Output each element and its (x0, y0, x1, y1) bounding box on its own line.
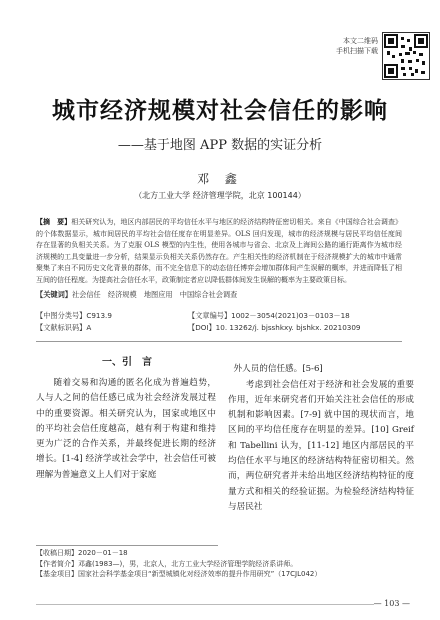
body-column-right (228, 347, 414, 515)
body-left-text: 随着交易和沟通的匿名化成为普遍趋势，人与人之间的信任感已成为社会经济发展过程中的重要资源。相关研究认为，国家或地区中的平均社会信任度越高，越有利于构建和维持更为广泛的合作关系，并最终促进长期的经济增长。[1-4] 经济学或社会学中，社会信任可被理解为普遍意义上人们对于家庭 (36, 378, 216, 480)
keywords-text: 社会信任 经济规模 地图应用 中国综合社会调查 (71, 289, 238, 299)
qr-caption-line1: 本文二维码 (343, 37, 378, 45)
meta-row-2 (36, 322, 406, 334)
abstract-text: 相关研究认为，地区内部居民的平均信任水平与地区的经济结构特征密切相关。来自《中国综合社会调查》的个体数据显示，城市间居民的平均社会信任度存在明显差异。OLS 回归发现，城市的经济规模与居民平均信任度间存在显著的负相关关系。为了克服 OLS 模型的内生性，使用各城市与省会、北京及上海间公路的通行距离作为城市经济规模的工具变量进一步分析，结果显示负相关关系仍然存在。产生相关性的经济机制在于经济规模扩大的城市中通常聚集了来自不同历史文化背景的群体，而不完全信息下的动态信任博弈会增加群体间产生误解的概率，并进而降低了相互间的信任程度。为提高社会信任水平，政策制定者应以降低群体间发生误解的概率为主要政策目标。 (36, 218, 403, 284)
meta-divider (36, 341, 402, 342)
body-column-left (36, 376, 216, 483)
keywords (36, 289, 402, 300)
article-meta (36, 310, 406, 334)
qr-caption-line2: 手机扫描下载 (336, 47, 378, 55)
doi: 【DOI】10. 13262/j. bjsshkxy. bjshkx. 20210309 (188, 323, 361, 332)
paper-subtitle: ——基于地图 APP 数据的实证分析 (117, 138, 323, 153)
meta-row-1 (36, 310, 406, 322)
author-name: 邓 鑫 (197, 172, 243, 186)
paper-title: 城市经济规模对社会信任的影响 (52, 98, 388, 124)
article-number: 【文章编号】1002－3054(2021)03－0103－18 (188, 311, 350, 320)
author-affiliation: （北方工业大学 经济管理学院，北京 100144） (134, 191, 306, 200)
keywords-label: 【关键词】 (36, 289, 72, 299)
page-line (36, 604, 374, 605)
qr-caption (336, 36, 378, 56)
received-date: 【收稿日期】2020－01－18 (36, 549, 128, 557)
document-code: 【文献标识码】A (36, 323, 92, 332)
page-number: — 103 — (373, 599, 410, 608)
fund-project: 【基金项目】国家社会科学基金项目“新型城镇化对经济效率的提升作用研究”（17CJL042） (36, 570, 322, 578)
body-right-text: 外人员的信任感。[5-6] 考虑到社会信任对于经济和社会发展的重要作用，近年来研究者们开始关注社会信任的形成机制和影响因素。[7-9] 就中国的现状而言，地区间的平均信任度存在明显的差异。[10] Greif 和 Tabellini 认为，[11-12] 地区内部居民的平均信任水平与地区的经济结构特征密切相关。然而，两位研究者并未给出地区经济结构特征的度量方式和相关的经验证据。为检验经济结构特征与居民社 (228, 364, 414, 512)
section-heading: 一、引 言 (102, 357, 152, 368)
qr-code-icon (382, 32, 430, 80)
abstract (36, 216, 402, 287)
footnote-divider (36, 545, 218, 546)
clc-number: 【中图分类号】C913.9 (36, 311, 112, 320)
author-bio: 【作者简介】邓鑫(1983—)，男，北京人，北方工业大学经济管理学院经济系讲师。 (36, 559, 298, 568)
footnote (36, 548, 406, 580)
abstract-label: 【摘 要】 (36, 217, 72, 226)
